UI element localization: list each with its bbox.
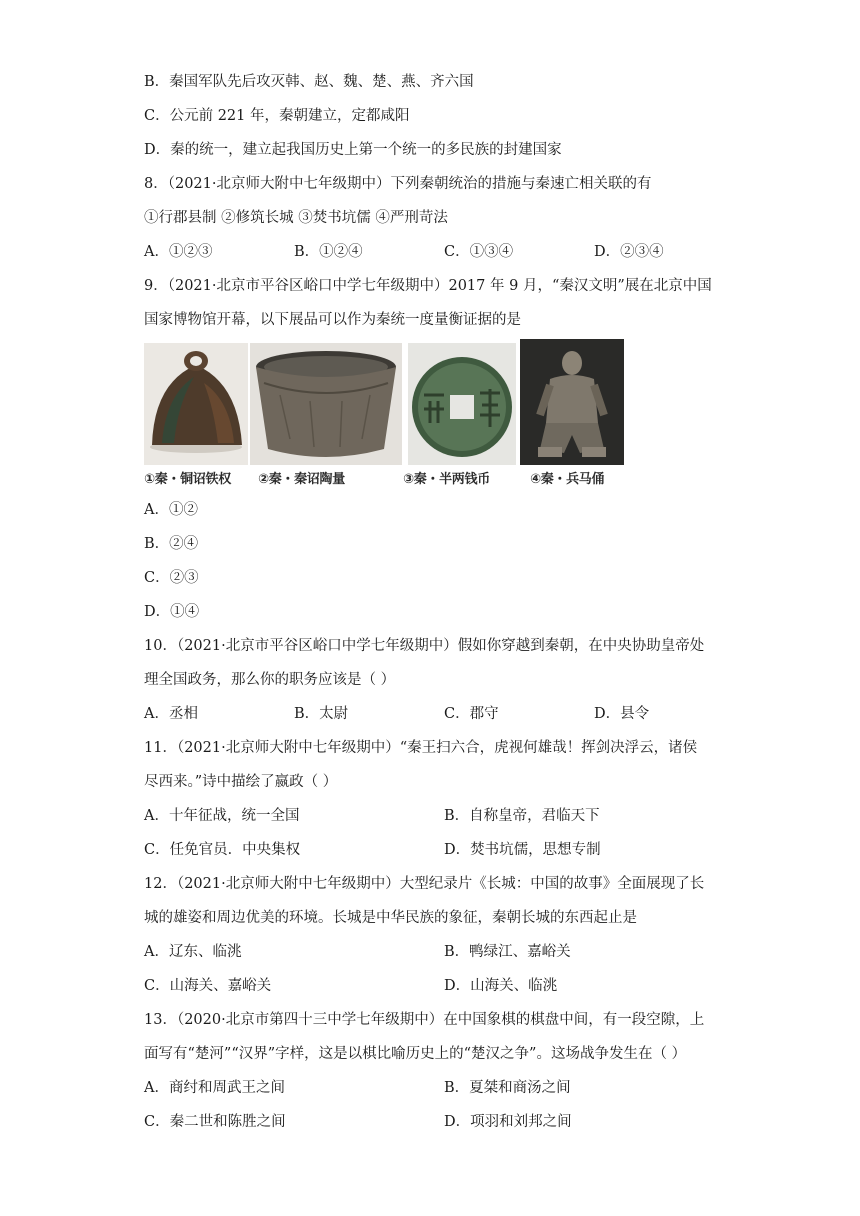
q10-option-a: A．丞相 — [144, 706, 198, 722]
q10-option-c: C．郡守 — [444, 706, 499, 722]
q10-option-b: B．太尉 — [294, 706, 349, 722]
q11-option-d: D．焚书坑儒，思想专制 — [444, 842, 601, 858]
q13-option-d: D．项羽和刘邦之间 — [444, 1114, 572, 1130]
q12-stem-line2: 城的雄姿和周边优美的环境。长城是中华民族的象征，秦朝长城的东西起止是 — [144, 910, 637, 926]
q7-option-d: D．秦的统一，建立起我国历史上第一个统一的多民族的封建国家 — [144, 142, 562, 158]
q9-option-b: B．②④ — [144, 536, 199, 552]
caption-banliang-coin: ③秦・半两钱币 — [403, 472, 490, 487]
q7-option-c: C．公元前 221 年，秦朝建立，定都咸阳 — [144, 108, 410, 124]
q9-artifact-figure — [144, 343, 624, 489]
q13-stem-line2: 面写有“楚河”“汉界”字样，这是以棋比喻历史上的“楚汉之争”。这场战争发生在（ ） — [144, 1046, 687, 1062]
q8-items: ①行郡县制 ②修筑长城 ③焚书坑儒 ④严刑苛法 — [144, 210, 448, 226]
q8-stem: 8．（2021·北京师大附中七年级期中）下列秦朝统治的措施与秦速亡相关联的有 — [144, 176, 652, 192]
q7-option-b: B．秦国军队先后攻灭韩、赵、魏、楚、燕、齐六国 — [144, 74, 474, 90]
caption-bronze-weight: ①秦・铜诏铁权 — [144, 472, 231, 487]
q11-stem-line2: 尽西来。”诗中描绘了嬴政（ ） — [144, 774, 338, 790]
q8-option-a: A．①②③ — [144, 244, 213, 260]
q13-stem-line1: 13．（2020·北京市第四十三中学七年级期中）在中国象棋的棋盘中间，有一段空隙，上 — [144, 1012, 705, 1028]
q13-option-b: B．夏桀和商汤之间 — [444, 1080, 571, 1096]
q13-option-a: A．商纣和周武王之间 — [144, 1080, 285, 1096]
q8-option-c: C．①③④ — [444, 244, 514, 260]
q9-option-a: A．①② — [144, 502, 198, 518]
q10-option-d: D．县令 — [594, 706, 650, 722]
caption-pottery-measure: ②秦・秦诏陶量 — [258, 472, 345, 487]
q9-option-c: C．②③ — [144, 570, 199, 586]
q9-option-d: D．①④ — [144, 604, 200, 620]
q13-option-c: C．秦二世和陈胜之间 — [144, 1114, 286, 1130]
terracotta-warrior-image — [520, 339, 624, 485]
q11-stem-line1: 11．（2021·北京师大附中七年级期中）“秦王扫六合，虎视何雄哉！挥剑决浮云，诸侯 — [144, 740, 698, 756]
bronze-weight-image — [144, 343, 248, 465]
banliang-coin-image — [408, 343, 516, 465]
q11-option-c: C．任免官员．中央集权 — [144, 842, 301, 858]
q11-option-b: B．自称皇帝，君临天下 — [444, 808, 600, 824]
pottery-measure-image — [250, 343, 402, 465]
q8-option-b: B．①②④ — [294, 244, 363, 260]
q8-option-d: D．②③④ — [594, 244, 664, 260]
caption-terracotta-warrior: ④秦・兵马俑 — [530, 472, 605, 487]
q11-option-a: A．十年征战，统一全国 — [144, 808, 300, 824]
q10-stem-line2: 理全国政务，那么你的职务应该是（ ） — [144, 672, 396, 688]
q12-option-b: B．鸭绿江、嘉峪关 — [444, 944, 571, 960]
q12-option-a: A．辽东、临洮 — [144, 944, 242, 960]
q10-stem-line1: 10．（2021·北京市平谷区峪口中学七年级期中）假如你穿越到秦朝，在中央协助皇帝处 — [144, 638, 705, 654]
q9-stem-line2: 国家博物馆开幕，以下展品可以作为秦统一度量衡证据的是 — [144, 312, 521, 328]
q9-stem-line1: 9．（2021·北京市平谷区峪口中学七年级期中）2017 年 9 月，“秦汉文明”展在北京中国 — [144, 278, 712, 294]
q12-option-c: C．山海关、嘉峪关 — [144, 978, 272, 994]
q12-option-d: D．山海关、临洮 — [444, 978, 558, 994]
q12-stem-line1: 12．（2021·北京师大附中七年级期中）大型纪录片《长城：中国的故事》全面展现了长 — [144, 876, 705, 892]
